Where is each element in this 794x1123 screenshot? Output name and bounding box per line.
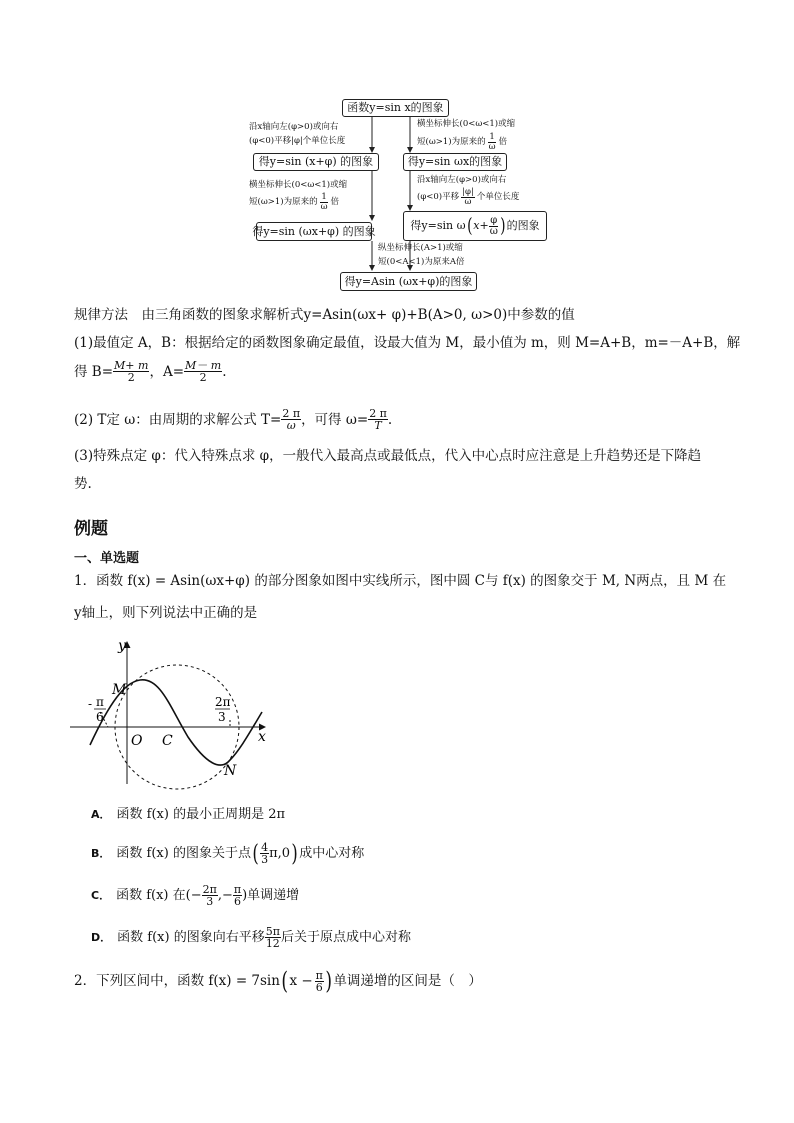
fraction-t (281, 408, 301, 431)
frac-den: 6 (315, 980, 323, 994)
option-b[interactable] (91, 839, 365, 867)
paren-open: ( (281, 966, 289, 995)
method-p3b: 势. (74, 476, 92, 492)
question-1-line-2: y轴上，则下列说法中正确的是 (74, 605, 258, 621)
label-pi: π (96, 695, 104, 709)
question-2 (74, 966, 482, 995)
paren-open: ( (466, 214, 473, 238)
flow-box-right-2-post: 的图象 (506, 219, 540, 232)
method-p1b (74, 360, 227, 383)
frac-den: ω (489, 225, 498, 237)
flow-note-left-2a: 横坐标伸长(0<ω<1)或缩 (249, 180, 348, 190)
fraction-phi-over-omega (461, 188, 475, 206)
frac-den: ω (464, 196, 472, 207)
label-neg: - (88, 697, 93, 711)
frac-den: 3 (206, 895, 214, 908)
option-a-label: A． (91, 808, 111, 821)
flow-box-left-2: 得y=sin (ωx+φ) 的图象 (256, 222, 372, 241)
flow-box-right-2 (403, 211, 547, 241)
method-p3a: (3)特殊点定 φ：代入特殊点求 φ，一般代入最高点或最低点，代入中心点时应注意是上升趋势还是下降趋 (74, 448, 702, 464)
fraction-a (184, 360, 222, 383)
label-c: C (162, 733, 173, 749)
flow-box-bottom: 得y=Asin (ωx+φ)的图象 (340, 272, 477, 291)
flow-note-right-2c-text: 个单位长度 (476, 192, 520, 202)
flow-note-right-2b-text: (φ<0)平移 (417, 192, 460, 202)
flowchart-arrows (0, 0, 794, 300)
option-b-label: B． (91, 846, 111, 860)
flow-note-right-1b (417, 133, 507, 151)
option-c-label: C． (91, 888, 111, 902)
frac-num: 2 π (369, 407, 387, 420)
frac-num: 1 (489, 132, 495, 142)
question-2-pre: 2．下列区间中，函数 f(x) = 7sin (74, 973, 280, 990)
frac-den: 2 (127, 371, 135, 384)
flow-note-left-1b: (φ<0)平移|φ|个单位长度 (249, 136, 346, 146)
flow-box-right-2-pre: 得y=sin ω (410, 219, 466, 232)
flow-note-left-2b (249, 193, 339, 211)
flow-note-right-2b (417, 188, 519, 206)
fraction-2pi-3 (202, 884, 218, 907)
frac-den: 6 (233, 895, 241, 908)
fraction-5pi-12 (265, 926, 281, 949)
label-six: 6 (96, 710, 104, 724)
label-2pi: 2π (215, 695, 231, 709)
frac-num: 2 π (282, 407, 301, 420)
option-c-post: )单调递增 (242, 887, 300, 903)
label-m: M (112, 682, 127, 698)
option-a[interactable] (91, 805, 285, 825)
flow-note-right-2a: 沿x轴向左(φ>0)或向右 (417, 175, 507, 185)
fraction-pi-6 (315, 970, 324, 993)
fraction-omega (368, 408, 388, 431)
option-c-mid: ,− (217, 887, 233, 903)
question-2-in: x − (289, 973, 313, 990)
flow-note-right-1c-text: 倍 (498, 137, 508, 147)
var-x: x (473, 219, 480, 232)
method-p1a: (1)最值定 A，B：根据给定的函数图象确定最值，设最大值为 M，最小值为 m，则 M=A+B，m=－A+B，解 (74, 335, 741, 351)
function-graph (70, 632, 280, 792)
fraction-phi-over-omega (489, 216, 499, 237)
fraction-1-over-omega (320, 193, 329, 211)
frac-num: 2π (202, 883, 217, 896)
option-c[interactable] (91, 884, 299, 907)
option-c-pre: 函数 f(x) 在(− (116, 887, 202, 903)
flow-note-right-1b-text: 短(ω>1)为原来的 (417, 137, 486, 147)
method-p1b-mid: ，A= (149, 363, 185, 380)
question-2-post: 单调递增的区间是（ ） (333, 973, 482, 990)
frac-den: 12 (265, 937, 280, 950)
option-b-post: 成中心对称 (299, 845, 365, 861)
frac-den: ω (320, 201, 328, 212)
option-d[interactable] (91, 926, 411, 949)
flow-note-left-2b-text: 短(ω>1)为原来的 (249, 197, 318, 207)
method-p2-end: . (387, 411, 393, 428)
plus-sign: + (479, 219, 489, 232)
method-p2 (74, 408, 392, 431)
flow-note-left-1a: 沿x轴向左(φ>0)或向右 (249, 122, 339, 132)
frac-num: M－ m (185, 359, 222, 372)
option-a-text: 函数 f(x) 的最小正周期是 2π (116, 807, 286, 822)
label-y: y (118, 638, 126, 654)
flow-note-bottom-b: 短(0<A<1)为原来A倍 (378, 257, 465, 267)
option-b-tail: π,0 (269, 845, 291, 861)
frac-den: 2 (199, 371, 207, 384)
option-d-post: 后关于原点成中心对称 (280, 929, 411, 945)
frac-den: ω (286, 419, 296, 432)
flow-box-left-1: 得y=sin (x+φ) 的图象 (253, 153, 379, 171)
flow-box-right-1: 得y=sin ωx的图象 (403, 153, 507, 171)
fraction-1-over-omega (488, 133, 497, 151)
method-p1b-end: . (222, 363, 227, 380)
frac-num: π (233, 883, 242, 896)
label-n: N (224, 763, 237, 779)
frac-num: |φ| (462, 187, 474, 197)
fraction-b (113, 360, 149, 383)
label-o: O (131, 733, 143, 749)
frac-den: ω (488, 141, 496, 152)
flow-note-right-1a: 横坐标伸长(0<ω<1)或缩 (417, 119, 516, 129)
method-p2-mid: ，可得 ω= (301, 411, 369, 428)
option-d-label: D． (91, 930, 112, 944)
flow-note-bottom-a: 纵坐标伸长(A>1)或缩 (378, 243, 463, 253)
question-1-line-1: 1．函数 f(x) = Asin(ωx+φ) 的部分图象如图中实线所示，图中圆 C与 f(x) 的图象交于 M, N两点，且 M 在 (74, 573, 727, 589)
method-p1b-pre: 得 B= (74, 363, 114, 380)
frac-num: π (315, 968, 323, 982)
flow-note-left-2c-text: 倍 (330, 197, 340, 207)
label-three: 3 (218, 710, 226, 724)
fraction-4-3 (260, 842, 269, 865)
paren-close: ) (500, 214, 506, 238)
flow-box-top: 函数y=sin x的图象 (342, 99, 449, 117)
option-d-pre: 函数 f(x) 的图象向右平移 (117, 929, 265, 945)
frac-den: T (374, 419, 382, 432)
method-title: 规律方法 由三角函数的图象求解析式y=Asin(ωx+ φ)+B(A>0, ω>0)中参数的值 (74, 307, 575, 323)
method-p2-pre: (2) T定 ω：由周期的求解公式 T= (74, 411, 282, 428)
option-b-pre: 函数 f(x) 的图象关于点 (116, 845, 251, 861)
frac-num: M+ m (114, 359, 149, 372)
frac-den: 3 (261, 853, 269, 867)
frac-num: 4 (261, 841, 269, 855)
paren-close: ) (325, 966, 332, 995)
paren-close: ) (291, 839, 298, 867)
fraction-pi-6 (233, 884, 242, 907)
paren-open: ( (252, 839, 259, 867)
examples-heading: 例题 (74, 519, 108, 539)
frac-num: 5π (265, 925, 280, 938)
frac-num: φ (490, 214, 498, 226)
label-x: x (258, 729, 266, 745)
frac-num: 1 (321, 192, 327, 202)
section-heading: 一、单选题 (74, 551, 140, 566)
